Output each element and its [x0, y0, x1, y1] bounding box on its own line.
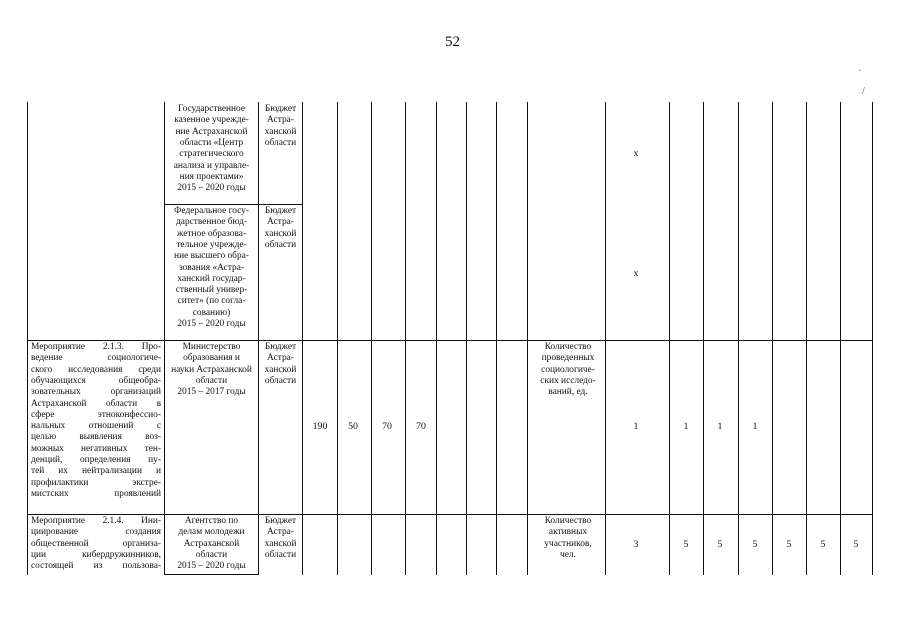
target-value: х [633, 148, 639, 159]
target-value: 1 [752, 421, 758, 432]
responsible-executor: ханский государ- [177, 273, 246, 284]
funding-source: Астра- [267, 217, 294, 228]
target-value: 1 [717, 421, 723, 432]
scan-speck: · [858, 66, 862, 77]
column-rule [302, 102, 303, 575]
responsible-executor: жетное образова- [176, 228, 247, 239]
column-rule [436, 102, 437, 575]
target-value: 5 [752, 539, 758, 550]
responsible-executor: 2015 – 2020 годы [177, 183, 246, 194]
budget-amount: 70 [416, 421, 426, 432]
activity-description: Мероприятие 2.1.4. Ини- [31, 516, 161, 526]
activity-description: зовательных организаций [31, 387, 161, 398]
budget-amount: 50 [348, 421, 358, 432]
responsible-executor: ние Астраханской [175, 126, 248, 137]
responsible-executor: Государственное [177, 104, 246, 114]
indicator-name: ваний, ед. [548, 387, 588, 398]
responsible-executor: зования «Астра- [178, 262, 245, 273]
table-left-border [27, 102, 28, 575]
scan-speck: / [862, 86, 865, 97]
funding-source: области [264, 375, 297, 386]
responsible-executor: 2015 – 2017 годы [177, 387, 246, 398]
budget-amount: 190 [312, 421, 328, 432]
activity-description: Астраханской области в [31, 398, 161, 409]
indicator-name: Количество [544, 342, 592, 352]
target-value: 1 [633, 421, 639, 432]
budget-amount: 70 [382, 421, 392, 432]
activity-description: мистских проявлений [31, 488, 161, 499]
funding-source: области [264, 239, 297, 250]
funding-source: Бюджет [264, 206, 297, 216]
funding-source: Бюджет [264, 104, 297, 114]
activity-description: можных негативных тен- [31, 443, 161, 454]
column-rule [840, 102, 841, 575]
target-value: 5 [820, 539, 826, 550]
responsible-executor: ственный универ- [175, 285, 248, 296]
indicator-name: ских исследо- [540, 375, 596, 386]
funding-source: ханской [264, 538, 297, 549]
column-rule [405, 102, 406, 575]
target-value: х [633, 268, 639, 279]
activity-description: общественной организа- [31, 538, 161, 549]
column-rule [258, 102, 259, 575]
row-rule [27, 340, 873, 341]
responsible-executor: образования и [183, 353, 240, 364]
responsible-executor: ния проектами» [179, 171, 244, 182]
responsible-executor: делам молодежи [178, 527, 245, 538]
executor-underline [164, 574, 259, 575]
responsible-executor: дарственное бюд- [176, 217, 247, 228]
activity-description: профилактики экстре- [31, 477, 161, 488]
column-rule [669, 102, 670, 575]
column-rule [466, 102, 467, 575]
target-value: 5 [853, 539, 859, 550]
funding-source: ханской [264, 228, 297, 239]
activity-description: обучающихся общеобра- [31, 375, 161, 386]
target-value: 1 [683, 421, 689, 432]
activity-description: ции кибердружинников, [31, 549, 161, 560]
row-rule [27, 514, 873, 515]
responsible-executor: ние высшего обра- [174, 251, 249, 262]
responsible-executor: 2015 – 2020 годы [177, 319, 246, 329]
indicator-name: чел. [560, 549, 576, 560]
activity-description: состоящей из пользова- [31, 561, 161, 572]
indicator-name: социологиче- [541, 364, 595, 375]
indicator-name: активных [548, 527, 588, 538]
column-rule [337, 102, 338, 575]
column-rule [164, 102, 165, 575]
responsible-executor: области «Центр [179, 137, 244, 148]
activity-description: ведение социологиче- [31, 353, 161, 364]
page-number: 52 [445, 34, 460, 50]
indicator-name: участников, [544, 538, 592, 549]
activity-description: Мероприятие 2.1.3. Про- [31, 342, 161, 352]
responsible-executor: Астраханской [183, 538, 240, 549]
activity-description: нальных отношений с [31, 421, 161, 432]
funding-source: Астра- [267, 527, 294, 538]
column-rule [806, 102, 807, 575]
column-rule [872, 102, 873, 575]
target-value: 5 [786, 539, 792, 550]
responsible-executor: анализа и управле- [173, 160, 250, 171]
funding-source: Бюджет [264, 516, 297, 526]
funding-source: Астра- [267, 115, 294, 126]
responsible-executor: тельное учрежде- [176, 239, 247, 250]
responsible-executor: сованию) [192, 307, 231, 318]
row-rule [164, 204, 302, 205]
responsible-executor: науки Астраханской [171, 364, 252, 375]
responsible-executor: казенное учрежде- [174, 115, 249, 126]
column-rule [738, 102, 739, 575]
indicator-name: проведенных [541, 353, 595, 364]
column-rule [703, 102, 704, 575]
responsible-executor: Федеральное госу- [174, 206, 249, 216]
responsible-executor: Министерство [182, 342, 241, 352]
funding-source: ханской [264, 126, 297, 137]
responsible-executor: области [195, 375, 228, 386]
target-value: 5 [717, 539, 723, 550]
column-rule [772, 102, 773, 575]
column-rule [527, 102, 528, 575]
target-value: 5 [683, 539, 689, 550]
funding-source: Бюджет [264, 342, 297, 352]
activity-description: ского исследования среди [31, 364, 161, 375]
responsible-executor: ситет» (по согла- [177, 296, 246, 307]
responsible-executor: 2015 – 2020 годы [177, 561, 246, 572]
activity-description: циирование создания [31, 527, 161, 538]
funding-source: области [264, 549, 297, 560]
column-rule [371, 102, 372, 575]
funding-source: области [264, 137, 297, 148]
activity-description: целью выявления воз- [31, 432, 161, 443]
funding-source: ханской [264, 364, 297, 375]
responsible-executor: Агентство по [184, 516, 239, 526]
responsible-executor: стратегического [179, 149, 244, 160]
activity-description: сфере этноконфессио- [31, 409, 161, 420]
funding-source: Астра- [267, 353, 294, 364]
activity-description: тей их нейтрализации и [31, 466, 161, 477]
target-value: 3 [633, 539, 639, 550]
responsible-executor: области [195, 549, 228, 560]
column-rule [605, 102, 606, 575]
column-rule [496, 102, 497, 575]
activity-description: денций, определения пу- [31, 455, 161, 465]
indicator-name: Количество [544, 516, 592, 526]
